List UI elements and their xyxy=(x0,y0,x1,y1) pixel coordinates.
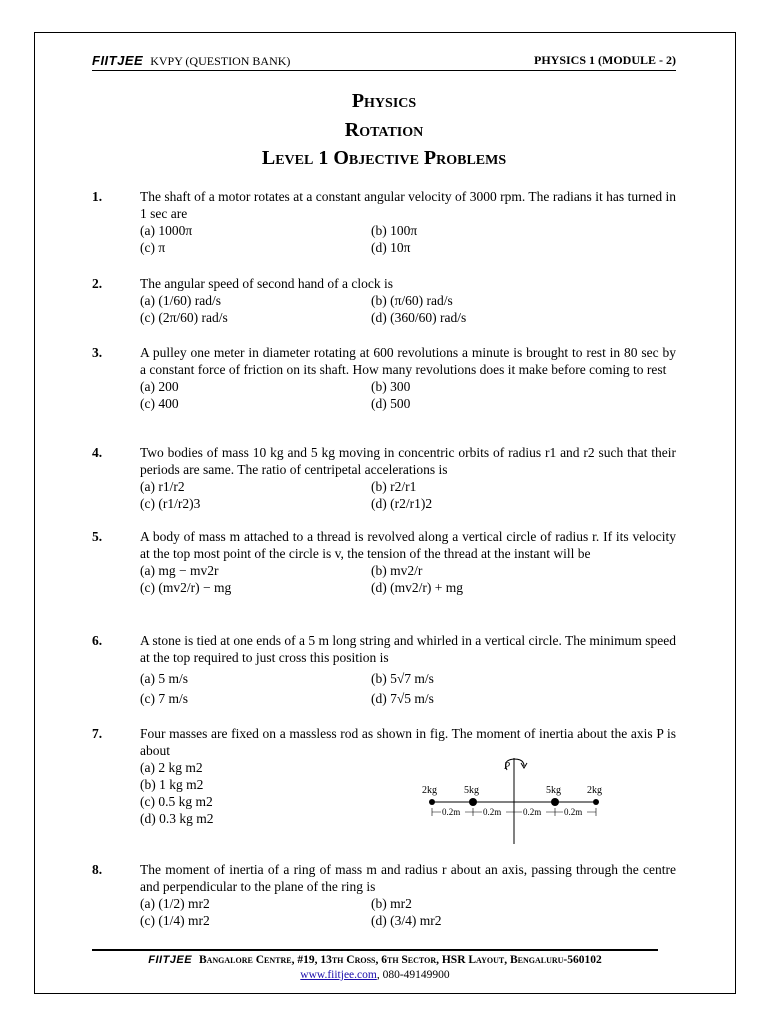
option-d: (d) 500 xyxy=(371,396,411,411)
header-left-text: KVPY (QUESTION BANK) xyxy=(150,54,291,68)
header-logo: FIITJEE xyxy=(92,53,144,68)
option-c: (c) (r1/r2)3 xyxy=(140,496,201,511)
question-number: 4. xyxy=(92,445,103,460)
axis-label: P xyxy=(504,761,511,772)
option-b: (b) r2/r1 xyxy=(371,479,417,494)
option-d: (d) (360/60) rad/s xyxy=(371,310,467,325)
question-number: 1. xyxy=(92,189,103,204)
option-b: (b) 300 xyxy=(371,379,411,394)
website-link[interactable]: www.fiitjee.com xyxy=(300,969,377,981)
option-c: (c) 7 m/s xyxy=(140,691,188,706)
option-c: (c) (mv2/r) − mg xyxy=(140,580,232,595)
mass-label-4: 2kg xyxy=(587,785,602,796)
option-d: (d) 0.3 kg m2 xyxy=(140,811,214,826)
question-text: Two bodies of mass 10 kg and 5 kg moving in concentric orbits of radius r1 and r2 such that their periods are same. The ratio of centripetal accelerations is xyxy=(140,445,676,477)
question-4 xyxy=(92,444,676,512)
option-c: (c) 400 xyxy=(140,396,179,411)
question-number: 5. xyxy=(92,529,103,544)
option-c: (c) (1/4) mr2 xyxy=(140,913,210,928)
page-footer xyxy=(92,949,658,983)
question-text: A body of mass m attached to a thread is revolved along a vertical circle of radius r. If its velocity at the top most point of the circle is v, the tension of the thread at the instant will be xyxy=(140,529,676,561)
question-1 xyxy=(92,188,676,256)
mass-dot-2 xyxy=(469,798,477,806)
header-right-text: PHYSICS 1 (MODULE - 2) xyxy=(533,53,676,67)
title-topic: Rotation xyxy=(344,119,424,141)
mass-label-3: 5kg xyxy=(546,785,561,796)
footer-address-line xyxy=(92,953,658,968)
option-a: (a) 2 kg m2 xyxy=(140,760,203,775)
option-a: (a) 1000π xyxy=(140,223,193,238)
question-2 xyxy=(92,275,676,326)
question-text: A stone is tied at one ends of a 5 m long string and whirled in a vertical circle. The minimum speed at the top required to just cross this position is xyxy=(140,633,676,665)
rod-masses-figure xyxy=(410,756,620,846)
mass-dot-3 xyxy=(551,798,559,806)
page-header xyxy=(92,52,676,71)
option-a: (a) (1/60) rad/s xyxy=(140,293,221,308)
option-c: (c) (2π/60) rad/s xyxy=(140,310,228,325)
spacing-label-3: 0.2m xyxy=(523,807,542,817)
option-b: (b) 5√7 m/s xyxy=(371,671,434,686)
spacing-label-1: 0.2m xyxy=(442,807,461,817)
footer-contact xyxy=(92,968,658,983)
option-d: (d) 10π xyxy=(371,240,411,255)
question-text: Four masses are fixed on a massless rod as shown in fig. The moment of inertia about the axis P is about xyxy=(140,726,676,758)
option-d: (d) (3/4) mr2 xyxy=(371,913,442,928)
question-8 xyxy=(92,861,676,929)
option-d: (d) 7√5 m/s xyxy=(371,691,434,706)
option-d: (d) (mv2/r) + mg xyxy=(371,580,463,595)
mass-dot-4 xyxy=(593,799,599,805)
option-b: (b) (π/60) rad/s xyxy=(371,293,453,308)
option-d: (d) (r2/r1)2 xyxy=(371,496,433,511)
option-c: (c) π xyxy=(140,240,166,255)
header-left xyxy=(92,53,290,69)
footer-address: Bangalore Centre, #19, 13th Cross, 6th Sector, HSR Layout, Bengaluru-560102 xyxy=(198,954,602,966)
option-a: (a) (1/2) mr2 xyxy=(140,896,210,911)
page-border xyxy=(34,32,736,994)
question-number: 2. xyxy=(92,276,103,291)
option-b: (b) mv2/r xyxy=(371,563,423,578)
mass-label-2: 5kg xyxy=(464,785,479,796)
option-a: (a) 5 m/s xyxy=(140,671,188,686)
question-3 xyxy=(92,344,676,412)
question-text: The shaft of a motor rotates at a constant angular velocity of 3000 rpm. The radians it has turned in 1 sec are xyxy=(140,189,676,221)
title-level: Level 1 Objective Problems xyxy=(261,147,507,169)
spacing-label-2: 0.2m xyxy=(483,807,502,817)
question-text: The moment of inertia of a ring of mass m and radius r about an axis, passing through the centre and perpendicular to the plane of the ring is xyxy=(140,862,676,894)
option-b: (b) 1 kg m2 xyxy=(140,777,204,792)
title-subject: Physics xyxy=(351,90,417,112)
option-c: (c) 0.5 kg m2 xyxy=(140,794,213,809)
question-text: A pulley one meter in diameter rotating at 600 revolutions a minute is brought to rest in 80 sec by a constant force of friction on its shaft. How many revolutions does it make before coming to rest xyxy=(140,345,676,377)
question-5 xyxy=(92,528,676,596)
question-number: 7. xyxy=(92,726,103,741)
footer-logo: FIITJEE xyxy=(148,954,193,966)
question-6 xyxy=(92,632,676,710)
option-a: (a) mg − mv2r xyxy=(140,563,219,578)
option-b: (b) mr2 xyxy=(371,896,412,911)
option-a: (a) r1/r2 xyxy=(140,479,185,494)
option-b: (b) 100π xyxy=(371,223,418,238)
question-number: 6. xyxy=(92,633,103,648)
question-number: 3. xyxy=(92,345,103,360)
mass-dot-1 xyxy=(429,799,435,805)
question-number: 8. xyxy=(92,862,103,877)
question-text: The angular speed of second hand of a clock is xyxy=(140,276,394,291)
option-a: (a) 200 xyxy=(140,379,179,394)
spacing-label-4: 0.2m xyxy=(564,807,583,817)
footer-phone: , 080-49149900 xyxy=(376,969,450,981)
mass-label-1: 2kg xyxy=(422,785,437,796)
